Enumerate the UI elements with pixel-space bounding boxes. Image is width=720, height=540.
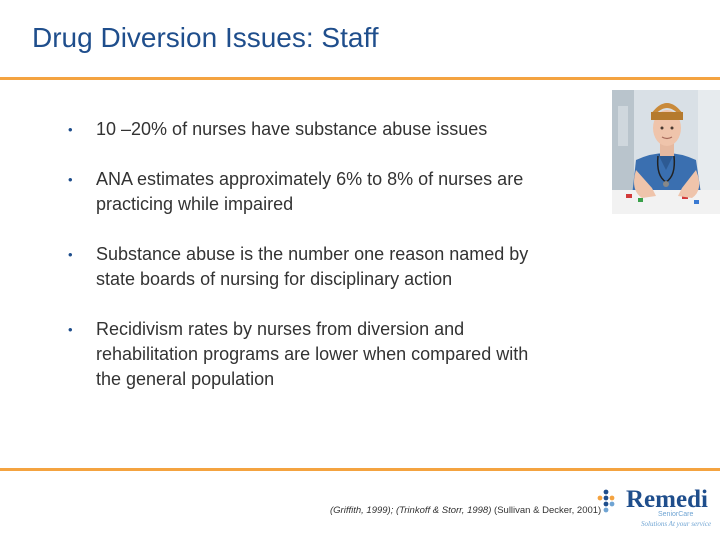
citation [330, 505, 601, 516]
bullet-dot-icon: • [68, 247, 73, 262]
slide-title: Drug Diversion Issues: Staff [32, 22, 379, 53]
nurse-illustration-icon [612, 90, 720, 214]
bullet-item [68, 167, 608, 217]
bullet-text-line: ANA estimates approximately 6% to 8% of nurses are [96, 169, 524, 189]
bullet-text-line: state boards of nursing for disciplinary action [96, 269, 453, 289]
bullet-dot-icon: • [68, 322, 73, 337]
bullet-dot-icon: • [68, 122, 73, 137]
bullet-text-line: Recidivism rates by nurses from diversion and [96, 319, 465, 339]
citation-italic: (Griffith, 1999); (Trinkoff & Storr, 1998) [330, 505, 492, 516]
logo-tagline: Solutions At your service [641, 520, 712, 528]
bullet-text-line: Substance abuse is the number one reason named by [96, 244, 529, 264]
remedi-logo-mark-icon [596, 488, 626, 518]
bullet-list [68, 117, 608, 417]
title-divider [0, 77, 720, 80]
logo-name: Remedi [626, 486, 708, 513]
bullet-item [68, 317, 608, 392]
bullet-text-line: rehabilitation programs are lower when compared with [96, 344, 529, 364]
bullet-dot-icon: • [68, 172, 73, 187]
bullet-text-line: 10 –20% of nurses have substance abuse issues [96, 119, 488, 139]
remedi-logo [594, 484, 718, 534]
nurse-photo [612, 90, 720, 214]
bullet-text-line: the general population [96, 369, 275, 389]
bullet-text-line: practicing while impaired [96, 194, 294, 214]
bullet-item [68, 242, 608, 292]
logo-subtitle: SeniorCare [658, 511, 694, 518]
citation-regular: (Sullivan & Decker, 2001) [491, 505, 602, 516]
bullet-item [68, 117, 608, 142]
footer-divider [0, 468, 720, 471]
